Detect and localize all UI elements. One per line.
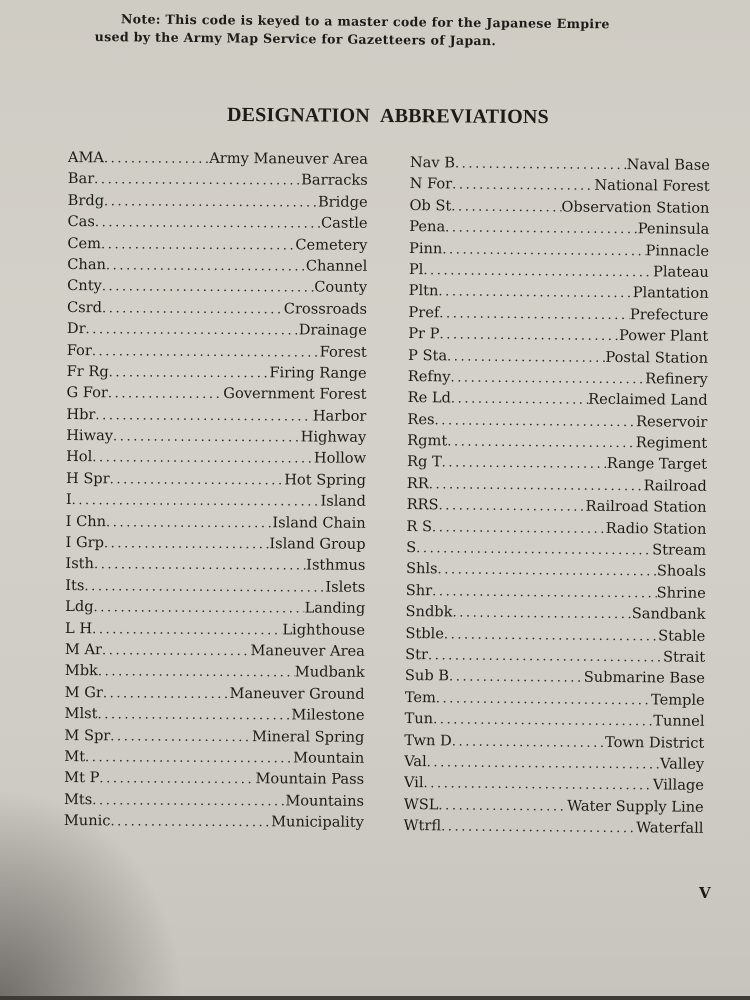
abbreviation: Ldg — [65, 598, 94, 616]
dot-leader — [94, 555, 306, 577]
list-item — [66, 489, 366, 512]
dot-leader — [103, 683, 230, 705]
dot-leader — [98, 662, 295, 684]
list-item — [403, 815, 703, 839]
meaning: Municipality — [271, 813, 364, 831]
dot-leader — [109, 362, 270, 384]
meaning: Government Forest — [223, 385, 367, 404]
dot-leader — [102, 298, 284, 320]
page-number: V — [699, 884, 711, 902]
list-item — [65, 660, 365, 683]
abbreviation: WSL — [403, 795, 439, 814]
dot-leader — [113, 426, 301, 448]
abbreviation: H Spr — [65, 469, 110, 488]
abbreviation: Mlst — [64, 705, 98, 723]
dot-leader — [423, 260, 653, 283]
meaning: Island Chain — [272, 513, 366, 532]
dot-leader — [438, 795, 567, 818]
list-item — [409, 259, 709, 283]
dot-leader — [92, 341, 320, 363]
abbreviation: Hbr — [66, 405, 96, 423]
list-item — [65, 618, 365, 641]
list-item — [64, 725, 364, 748]
abbreviation: N For — [409, 175, 453, 193]
abbreviation: Shls — [405, 560, 438, 578]
dot-leader — [438, 282, 633, 305]
dot-leader — [84, 576, 325, 598]
list-item — [66, 532, 366, 555]
list-item — [408, 302, 708, 326]
dot-leader — [95, 405, 313, 427]
meaning: Milestone — [291, 706, 365, 724]
abbreviation: Stble — [405, 624, 444, 642]
dot-leader — [72, 490, 321, 512]
dot-leader — [447, 346, 606, 369]
meaning: Castle — [320, 214, 368, 233]
meaning: Harbor — [312, 407, 367, 425]
list-item — [405, 623, 705, 647]
abbreviation: I — [65, 491, 72, 509]
dot-leader — [110, 726, 252, 748]
meaning: Hollow — [313, 449, 367, 468]
dot-leader — [449, 667, 584, 690]
abbreviation: Ob St — [409, 196, 452, 215]
list-item — [409, 280, 709, 304]
meaning: Temple — [650, 691, 705, 709]
abbreviation: Sndbk — [405, 603, 453, 621]
note-line-2: used by the Army Map Service for Gazetteers of Japan. — [94, 28, 497, 49]
abbreviation: AMA — [67, 148, 105, 167]
list-item — [408, 366, 708, 390]
note-line-1: Note: This code is keyed to a master code for the Japanese Empire — [120, 11, 610, 32]
list-item — [65, 682, 365, 705]
abbreviation: S — [406, 539, 417, 557]
list-item — [67, 211, 367, 234]
dot-leader — [104, 191, 318, 213]
dot-leader — [432, 581, 657, 604]
dot-leader — [85, 747, 293, 769]
abbreviation: Mt — [64, 747, 86, 766]
list-item — [410, 152, 710, 176]
list-item — [66, 425, 366, 448]
list-item — [406, 580, 706, 604]
dot-leader — [452, 603, 632, 626]
dot-leader — [447, 431, 636, 454]
list-item — [64, 746, 364, 769]
dot-leader — [433, 709, 653, 732]
abbreviation: Tem — [404, 688, 436, 707]
list-item — [405, 687, 705, 711]
abbreviation: Pref — [408, 303, 440, 322]
meaning: Tunnel — [653, 712, 705, 731]
list-item — [407, 473, 707, 497]
abbreviation: Rgmt — [407, 432, 448, 450]
meaning: Forest — [319, 343, 367, 361]
list-item — [66, 468, 366, 491]
list-item — [404, 708, 704, 732]
list-item — [67, 340, 367, 363]
dot-leader — [432, 517, 606, 540]
list-item — [404, 751, 704, 775]
abbreviation: Hiway — [66, 427, 114, 445]
dot-leader — [106, 255, 306, 277]
list-item — [407, 494, 707, 518]
list-item — [410, 173, 710, 197]
abbreviation: Rg T — [406, 453, 442, 471]
meaning: Maneuver Area — [250, 642, 365, 660]
dot-leader — [94, 170, 301, 192]
meaning: Pinnacle — [645, 241, 710, 260]
meaning: Strait — [663, 648, 706, 666]
list-item — [64, 810, 364, 833]
meaning: Islets — [325, 578, 366, 596]
list-item — [68, 168, 368, 191]
dot-leader — [445, 218, 638, 241]
abbreviation: Cnty — [67, 277, 102, 295]
note-paragraph — [95, 10, 695, 52]
abbreviation: P Sta — [407, 346, 448, 364]
abbreviation: Res — [407, 410, 435, 428]
list-item — [407, 451, 707, 475]
list-item — [65, 575, 365, 598]
dot-leader — [101, 234, 295, 256]
dot-leader — [102, 277, 315, 299]
list-item — [65, 596, 365, 619]
list-item — [67, 233, 367, 256]
dot-leader — [452, 731, 605, 754]
dot-leader — [95, 212, 321, 234]
abbreviation: RRS — [406, 496, 439, 514]
abbreviation: Mt P — [64, 769, 100, 787]
list-item — [64, 767, 364, 790]
list-item — [406, 516, 706, 540]
abbreviation: I Grp — [65, 534, 105, 552]
abbreviation: M Spr — [64, 726, 111, 744]
meaning: Submarine Base — [583, 669, 706, 688]
abbreviation: For — [66, 341, 92, 359]
meaning: Reservoir — [635, 412, 708, 431]
list-item — [66, 511, 366, 534]
meaning: Range Target — [606, 455, 708, 474]
list-item — [406, 558, 706, 582]
title-word-2: ABBREVIATIONS — [379, 104, 550, 129]
abbreviation: Pena — [409, 218, 446, 236]
dot-leader — [444, 624, 658, 647]
abbreviation: Shr — [405, 581, 433, 600]
dot-leader — [451, 389, 588, 412]
abbreviation: Pltn — [408, 282, 439, 300]
dot-leader — [439, 303, 630, 326]
meaning: Railroad — [643, 477, 707, 495]
meaning: Hot Spring — [284, 471, 367, 489]
meaning: Bridge — [317, 193, 368, 211]
meaning: Plateau — [652, 263, 709, 281]
meaning: Shoals — [656, 562, 707, 581]
list-item — [404, 772, 704, 796]
abbreviation: Isth — [65, 555, 95, 573]
dot-leader — [86, 319, 299, 341]
list-item — [64, 789, 364, 812]
meaning: Firing Range — [269, 364, 367, 382]
list-item — [408, 323, 708, 347]
dot-leader — [442, 453, 607, 476]
list-item — [405, 665, 705, 689]
dot-leader — [102, 640, 251, 662]
abbreviation: Bar — [67, 170, 95, 188]
list-item — [404, 794, 704, 818]
meaning: Refinery — [645, 370, 708, 388]
list-item — [404, 730, 704, 754]
list-item — [408, 387, 708, 411]
meaning: Barracks — [301, 171, 368, 190]
abbreviation: R S — [406, 517, 433, 535]
meaning: Army Maneuver Area — [209, 149, 368, 168]
meaning: Naval Base — [626, 156, 710, 174]
meaning: Prefecture — [629, 305, 709, 324]
abbreviation: Twn D — [404, 731, 452, 749]
meaning: Mineral Spring — [251, 727, 365, 746]
meaning: Observation Station — [561, 198, 710, 217]
meaning: Waterfall — [636, 819, 704, 837]
meaning: Mountains — [285, 792, 365, 810]
dot-leader — [99, 769, 255, 791]
meaning: Stable — [658, 626, 706, 645]
meaning: Crossroads — [283, 300, 368, 318]
meaning: Railroad Station — [585, 497, 707, 517]
meaning: Regiment — [635, 434, 708, 452]
dot-leader — [442, 239, 645, 262]
meaning: Mountain — [293, 749, 365, 767]
dot-leader — [441, 816, 636, 839]
meaning: Peninsula — [637, 220, 710, 239]
dot-leader — [104, 533, 270, 555]
abbreviation: L H — [65, 619, 93, 637]
abbreviation: Tun — [404, 710, 434, 728]
abbreviation: Its — [65, 576, 85, 594]
meaning: Lighthouse — [282, 620, 366, 639]
abbreviation-list-left — [64, 147, 368, 833]
list-item — [67, 254, 367, 277]
meaning: Cemetery — [295, 235, 368, 254]
dot-leader — [110, 469, 285, 491]
abbreviation: I Chn — [65, 512, 107, 530]
dot-leader — [437, 560, 657, 583]
abbreviation: Pl — [408, 260, 424, 279]
meaning: Village — [652, 776, 705, 795]
meaning: Island Group — [269, 535, 366, 553]
list-item — [407, 409, 707, 433]
list-item — [66, 446, 366, 469]
meaning: Stream — [652, 541, 707, 559]
list-item — [409, 238, 709, 262]
list-item — [65, 639, 365, 662]
abbreviation: Munic — [63, 812, 111, 830]
abbreviation: Fr Rg — [66, 362, 109, 381]
list-item — [409, 195, 709, 219]
meaning: Reclaimed Land — [588, 391, 708, 410]
list-item — [66, 382, 366, 405]
list-item — [64, 703, 364, 726]
abbreviation: Pinn — [408, 239, 443, 257]
meaning: Landing — [304, 599, 366, 618]
meaning: Drainage — [298, 321, 367, 339]
meaning: National Forest — [594, 177, 710, 196]
list-item — [408, 345, 708, 369]
abbreviation: RR — [406, 474, 429, 493]
list-item — [407, 430, 707, 454]
list-item — [409, 216, 709, 240]
abbreviation: Csrd — [66, 298, 103, 316]
abbreviation: G For — [66, 384, 108, 402]
list-item — [65, 553, 365, 576]
list-item — [68, 190, 368, 213]
abbreviation: Chan — [67, 255, 107, 274]
list-item — [67, 318, 367, 341]
dot-leader — [428, 645, 663, 668]
dot-leader — [110, 811, 271, 833]
meaning: Valley — [659, 755, 705, 773]
dot-leader — [452, 175, 594, 198]
abbreviation: Mbk — [64, 662, 98, 680]
meaning: Postal Station — [605, 348, 709, 367]
abbreviation: Mts — [63, 790, 93, 808]
list-item — [406, 537, 706, 561]
list-item — [67, 361, 367, 384]
list-item — [67, 275, 367, 298]
dot-leader — [423, 773, 653, 796]
meaning: Sandbank — [631, 605, 706, 624]
dot-leader — [106, 512, 272, 534]
dot-leader — [439, 324, 619, 347]
dot-leader — [92, 448, 314, 470]
abbreviation: Cem — [67, 234, 102, 252]
abbreviation: Nav B — [409, 153, 456, 172]
dot-leader — [104, 148, 209, 170]
abbreviation: Val — [404, 752, 427, 771]
list-item — [67, 297, 367, 320]
meaning: Water Supply Line — [567, 797, 704, 816]
dot-leader — [438, 496, 585, 519]
meaning: Power Plant — [618, 327, 709, 345]
meaning: County — [314, 278, 368, 297]
meaning: Island — [320, 492, 366, 511]
abbreviation: Re Ld — [407, 389, 452, 407]
abbreviation: Refny — [407, 367, 451, 386]
dot-leader — [92, 619, 282, 641]
meaning: Radio Station — [605, 519, 707, 538]
list-item — [68, 147, 368, 170]
dot-leader — [434, 410, 636, 433]
dot-leader — [450, 367, 645, 390]
meaning: Highway — [300, 428, 367, 446]
abbreviation: M Gr — [64, 683, 103, 701]
dot-leader — [436, 688, 651, 711]
abbreviation: Pr P — [408, 325, 440, 343]
meaning: Isthmus — [306, 556, 366, 575]
dot-leader — [94, 597, 305, 619]
abbreviation-list-right — [403, 152, 710, 839]
abbreviation: Sub B — [404, 667, 450, 685]
dot-leader — [97, 704, 291, 726]
meaning: Town District — [604, 733, 705, 752]
meaning: Channel — [305, 257, 368, 275]
meaning: Mountain Pass — [255, 770, 365, 789]
dot-leader — [427, 752, 660, 775]
abbreviation: Str — [405, 645, 429, 664]
list-item — [405, 644, 705, 668]
list-item — [405, 601, 705, 625]
dot-leader — [451, 196, 561, 218]
meaning: Plantation — [632, 284, 709, 303]
abbreviation: Vil — [403, 774, 424, 792]
abbreviation: Brdg — [67, 191, 105, 210]
list-item — [66, 404, 366, 427]
abbreviation: Cas — [67, 213, 95, 231]
title-word-1: DESIGNATION — [226, 103, 371, 127]
abbreviation: Dr — [66, 320, 86, 338]
meaning: Shrine — [656, 584, 706, 602]
abbreviation: Wtrfl — [403, 817, 442, 835]
dot-leader — [455, 153, 627, 176]
dot-leader — [108, 384, 224, 406]
meaning: Maneuver Ground — [229, 684, 365, 703]
page-title — [227, 104, 549, 129]
abbreviation: Hol — [66, 448, 93, 466]
dot-leader — [416, 538, 652, 561]
dot-leader — [429, 474, 644, 497]
dot-leader — [92, 790, 285, 812]
meaning: Mudbank — [294, 663, 365, 682]
abbreviation: M Ar — [64, 640, 103, 659]
